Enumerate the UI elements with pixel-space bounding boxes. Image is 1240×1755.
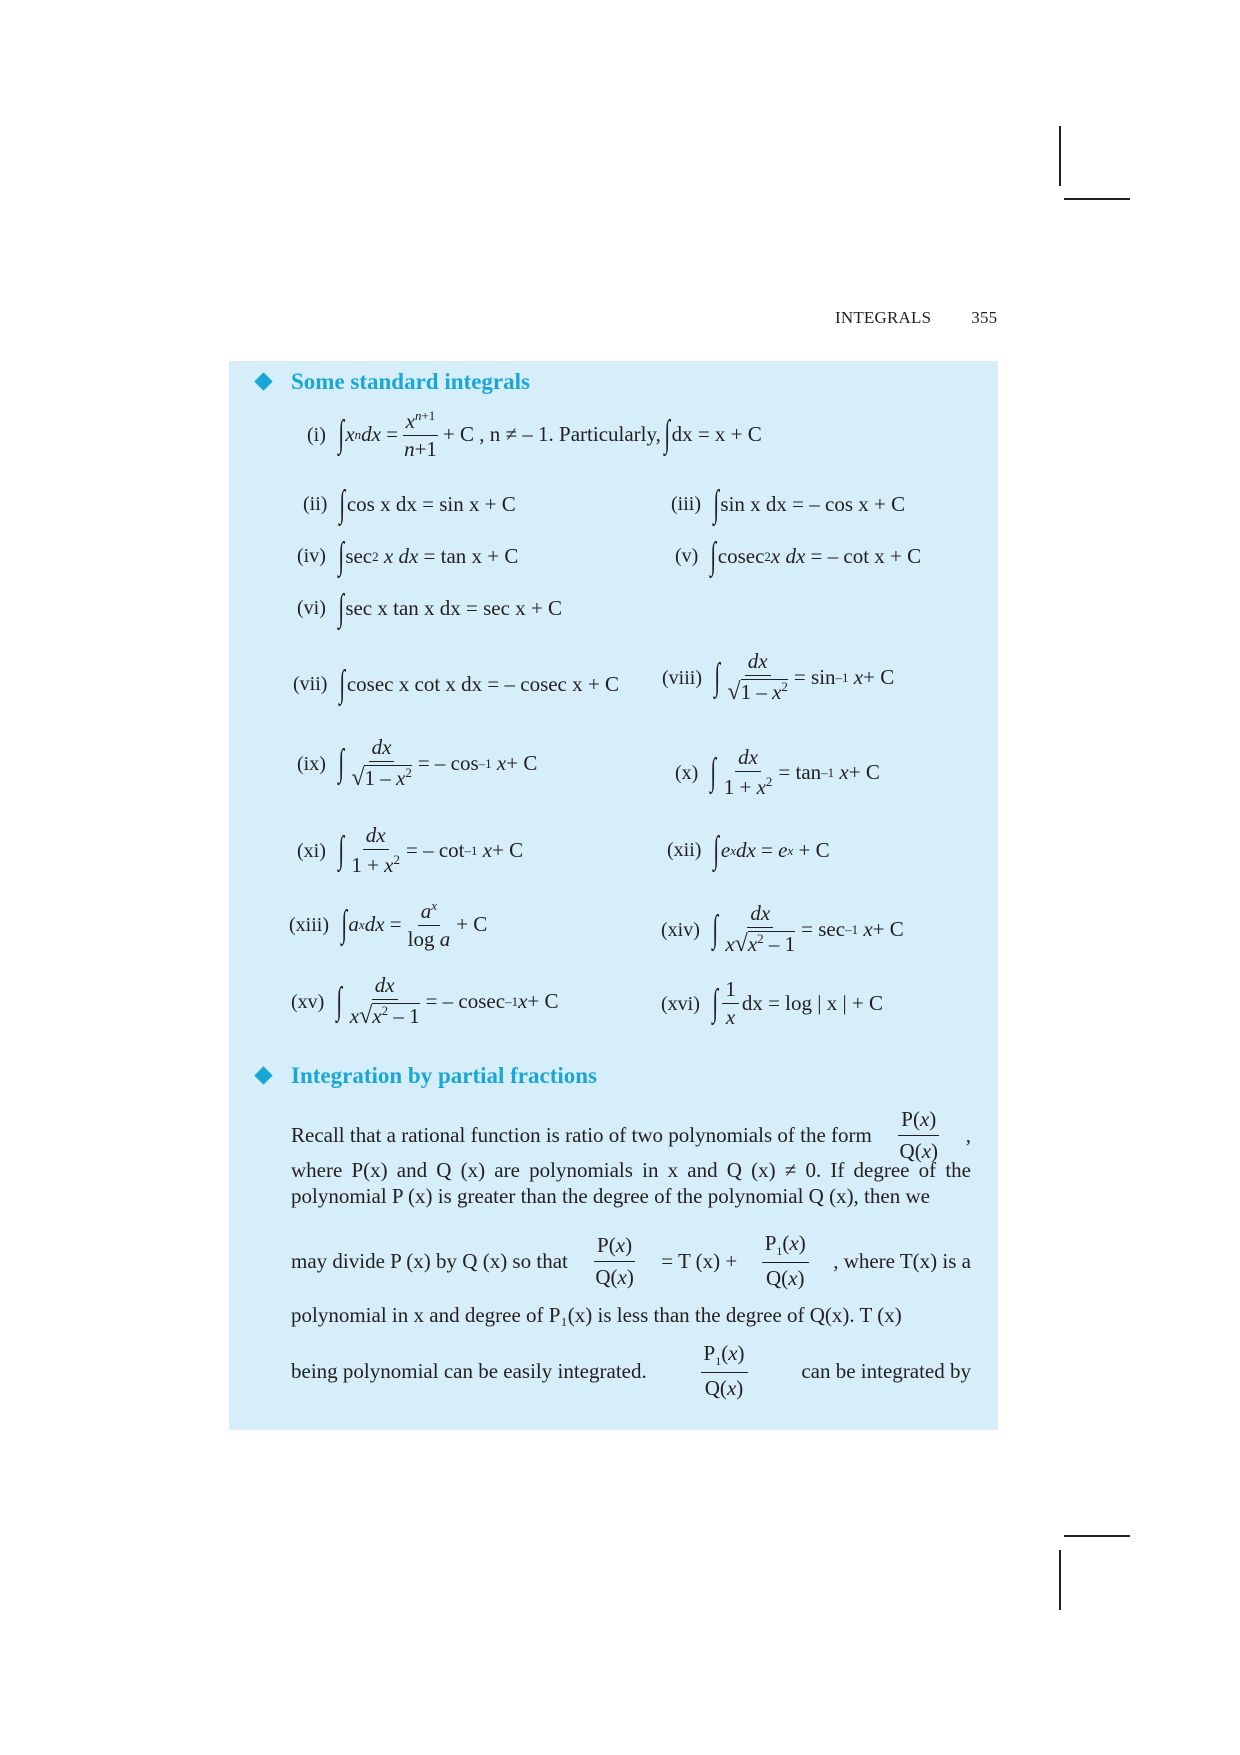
- formula-xvi: (xvi) ∫ $\frac{1}{x}$ dx = log | x | + C: [661, 977, 883, 1029]
- integral-sign: ∫: [714, 656, 721, 699]
- integral-sign: ∫: [339, 483, 346, 525]
- page-number: 355: [971, 308, 998, 327]
- formula-label: (viii): [662, 666, 702, 689]
- formula-label: (iv): [297, 545, 326, 568]
- integral-sign: ∫: [710, 751, 717, 794]
- formula-label: (ix): [297, 752, 326, 775]
- formula-label: (xiii): [289, 913, 329, 936]
- formula-xv: (xv) ∫ $\frac{dx}{x√x^2 - 1}$ = – cosec –1 x + C: [291, 973, 559, 1029]
- paragraph-text: may divide P (x) by Q (x) so that: [291, 1248, 568, 1273]
- integral-sign: ∫: [713, 829, 720, 871]
- partial-line-3: may divide P (x) by Q (x) so that $\frac{P(x)}{Q(x)}$ = T (x) + $\frac{P_1(x)}{Q(x)}$ , where T(x) is a: [291, 1231, 971, 1291]
- section-heading-partial: Integration by partial fractions: [291, 1063, 598, 1088]
- formula-label: (i): [307, 423, 326, 446]
- integral-sign: ∫: [338, 742, 344, 785]
- crop-mark-bottom-horizontal: [1064, 1535, 1130, 1537]
- formula-text: sin x dx = – cos x + C: [720, 491, 906, 516]
- formula-text: + C , n ≠ – 1. Particularly,: [442, 422, 661, 446]
- formula-xiii: (xiii) ∫ a x dx = $\frac{a^x}{\text{log a}}$ + C: [289, 898, 488, 951]
- paragraph-text: being polynomial can be easily integrated.: [291, 1358, 647, 1383]
- formula-ix: (ix) ∫ $\frac{dx}{√1 - x^2}$ = – cos –1 x + C: [297, 735, 538, 791]
- formula-xii: (xii) ∫ e x dx = e x + C: [667, 829, 830, 871]
- running-header: [835, 308, 997, 328]
- content-box: [229, 361, 998, 1430]
- paragraph-text: can be integrated by: [801, 1358, 971, 1383]
- crop-mark-bottom-vertical: [1059, 1550, 1061, 1610]
- integral-sign: ∫: [664, 413, 671, 456]
- diamond-bullet-icon: [254, 1066, 272, 1084]
- integral-sign: ∫: [712, 908, 718, 951]
- partial-line-1: Recall that a rational function is ratio of two polynomials of the form $\frac{P(x)}{Q(x)}$ ,: [291, 1107, 971, 1163]
- formula-label: (xiv): [661, 918, 700, 941]
- section-heading-standard: Some standard integrals: [291, 369, 530, 394]
- formula-label: (ii): [303, 493, 328, 516]
- paragraph-text: polynomial in x and degree of P₁(x) is less than the degree of Q(x). T (x): [291, 1303, 902, 1327]
- formula-label: (vii): [293, 673, 328, 696]
- formula-text: cos x dx = sin x + C: [346, 491, 516, 516]
- formula-label: (v): [675, 545, 699, 568]
- formula-text: dx = log | x | + C: [741, 991, 883, 1015]
- formula-vii: [293, 663, 619, 705]
- paragraph-text: Recall that a rational function is ratio of two polynomials of the form: [291, 1123, 872, 1147]
- integral-sign: ∫: [336, 980, 343, 1023]
- formula-label: (xii): [667, 839, 702, 862]
- formula-label: (xvi): [661, 992, 700, 1015]
- integral-sign: ∫: [338, 829, 344, 872]
- paragraph-text: , where T(x) is a: [833, 1248, 971, 1273]
- formula-text: sec x tan x dx = sec x + C: [345, 595, 563, 620]
- formula-vi: [297, 587, 563, 629]
- formula-text: dx = x + C: [671, 422, 762, 446]
- formula-label: (vi): [297, 597, 326, 620]
- formula-iv: (iv) ∫ sec 2 x dx = tan x + C: [297, 535, 519, 577]
- formula-text: tan x + C: [440, 543, 519, 568]
- partial-line-5: being polynomial can be easily integrated. $\frac{P_1(x)}{Q(x)}$ can be integrated by: [291, 1341, 971, 1401]
- integral-sign: ∫: [338, 587, 344, 629]
- formula-viii: (viii) ∫ $\frac{dx}{√1 - x^2}$ = sin –1 x + C: [662, 649, 895, 705]
- formula-label: (xi): [297, 839, 326, 862]
- formula-label: (xv): [291, 990, 325, 1013]
- formula-text: cosec x cot x dx = – cosec x + C: [346, 671, 619, 696]
- integral-sign: ∫: [339, 663, 346, 705]
- integral-sign: ∫: [713, 483, 720, 525]
- integral-sign: ∫: [338, 535, 344, 577]
- formula-ii: [303, 483, 516, 525]
- formula-label: (iii): [671, 493, 701, 516]
- formula-xiv: (xiv) ∫ $\frac{dx}{x√x^2 - 1}$ = sec –1 x + C: [661, 901, 904, 957]
- crop-mark-top-vertical: [1059, 126, 1061, 186]
- diamond-bullet-icon: [254, 372, 272, 390]
- integral-sign: ∫: [710, 535, 717, 577]
- formula-iii: [671, 483, 906, 525]
- crop-mark-top-horizontal: [1064, 198, 1130, 200]
- formula-xi: (xi) ∫ $\frac{dx}{1 + x^2}$ = – cot –1 x + C: [297, 823, 524, 877]
- paragraph-text: = T (x) +: [661, 1248, 738, 1273]
- partial-paragraph-2: where P(x) and Q (x) are polynomials in x and Q (x) ≠ 0. If degree of the polynomial P (x) is greater than the degree of the polynomial Q (x), then we: [291, 1158, 971, 1209]
- header-section: INTEGRALS: [835, 308, 932, 327]
- formula-text: – cot x + C: [827, 543, 922, 568]
- formula-label: (x): [675, 761, 699, 784]
- integral-sign: ∫: [338, 413, 344, 456]
- formula-i: (i) ∫ x n dx = $\frac{x^{n+1}}{n+1}$ + C , n ≠ – 1. Particularly, ∫ dx = x + C: [307, 408, 762, 461]
- formula-v: (v) ∫ cosec 2 x dx = – cot x + C: [675, 535, 922, 577]
- formula-x: (x) ∫ $\frac{dx}{1 + x^2}$ = tan –1 x + C: [675, 745, 880, 799]
- partial-line-4: [291, 1303, 971, 1328]
- integral-sign: ∫: [341, 903, 348, 946]
- integral-sign: ∫: [712, 982, 718, 1025]
